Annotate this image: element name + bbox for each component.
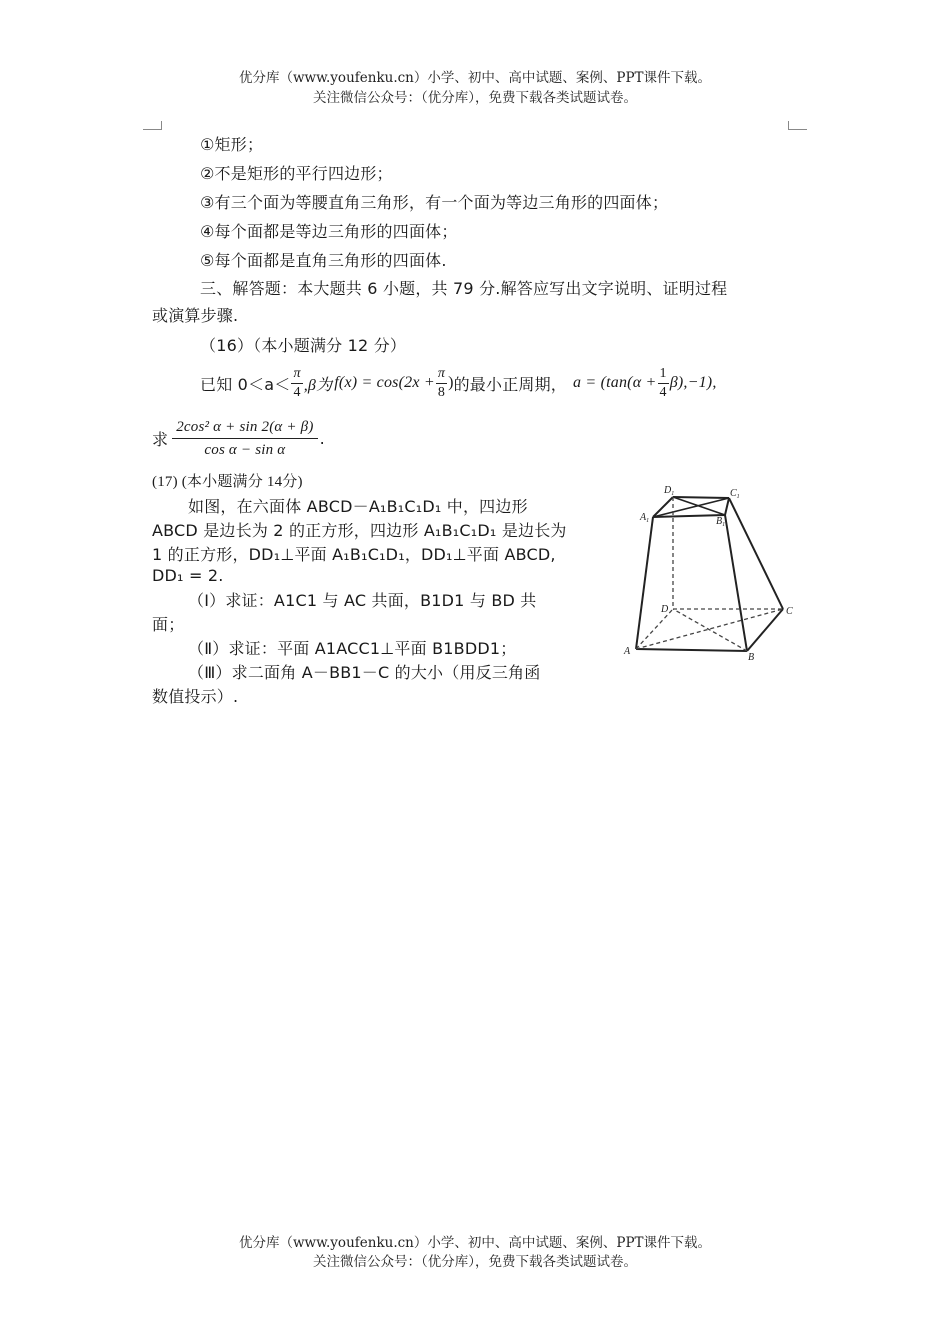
edge-BC	[747, 609, 783, 651]
option-2: ②不是矩形的平行四边形；	[200, 164, 393, 183]
frac-den: 4	[293, 384, 301, 400]
label-A1: $A_1$	[640, 512, 650, 524]
frac-num: π	[436, 365, 447, 384]
label-D1: $D_1$	[664, 485, 675, 497]
ask-label: 求	[152, 429, 169, 449]
frac-pi-over-4	[291, 365, 302, 402]
beta-text: ,β为	[303, 376, 333, 394]
footer-line-1: 优分库（www.youfenku.cn）小学、初中、高中试题、案例、PPT课件下载。	[238, 1235, 712, 1251]
q17-part-1: （Ⅰ）求证：A1C1 与 AC 共面，B1D1 与 BD 共	[188, 591, 537, 610]
option-4: ④每个面都是等边三角形的四面体；	[200, 222, 458, 241]
hexahedron-figure	[615, 478, 810, 663]
q16-ask	[152, 414, 325, 462]
edge-C1D1	[673, 497, 729, 498]
q17-line-4: DD₁ = 2.	[152, 566, 224, 585]
option-3: ③有三个面为等腰直角三角形，有一个面为等边三角形的四面体；	[200, 193, 669, 212]
f-close: )	[448, 374, 454, 391]
q17-line-2: ABCD 是边长为 2 的正方形，四边形 A₁B₁C₁D₁ 是边长为	[152, 521, 567, 540]
edge-AD	[636, 609, 673, 649]
label-B1: $B_1$	[716, 516, 726, 528]
diag-BD	[673, 609, 747, 651]
edge-BB1	[725, 515, 747, 651]
section-heading: 三、解答题：本大题共 6 小题，共 79 分.解答应写出文字说明、证明过程	[200, 279, 728, 298]
label-B: B	[748, 652, 755, 663]
edge-A1B1	[653, 515, 725, 517]
crop-mark-right	[788, 121, 807, 130]
frac-den: 4	[659, 384, 667, 400]
q17-line-1: 如图，在六面体 ABCD－A₁B₁C₁D₁ 中，四边形	[188, 497, 528, 516]
q17-heading: (17) (本小题满分 14分)	[152, 474, 303, 490]
q17-part-1-cont: 面；	[152, 615, 185, 634]
edge-AA1	[636, 517, 653, 649]
edge-AB	[636, 649, 747, 651]
ask-expression	[172, 418, 317, 459]
q17-part-3-cont: 数值投示）.	[152, 687, 239, 706]
label-C: C	[786, 606, 793, 617]
ask-period: .	[319, 428, 325, 448]
q17-part-3: （Ⅲ）求二面角 A－BB1－C 的大小（用反三角函	[188, 663, 541, 682]
frac-num: π	[291, 365, 302, 384]
f-function: f(x) = cos(2x +	[334, 374, 435, 391]
q16-given-prefix: 已知 0＜a＜	[200, 374, 291, 394]
a-vector: a = (tan(α +	[573, 374, 657, 391]
frac-den: 8	[437, 384, 446, 400]
q17-line-3: 1 的正方形，DD₁⊥平面 A₁B₁C₁D₁，DD₁⊥平面 ABCD,	[152, 545, 556, 564]
option-5: ⑤每个面都是直角三角形的四面体.	[200, 251, 447, 270]
q16-given	[200, 362, 717, 404]
crop-mark-left	[143, 121, 162, 130]
label-A: A	[624, 646, 631, 657]
label-D: D	[661, 604, 669, 615]
option-1: ①矩形；	[200, 135, 264, 154]
label-C1: $C_1$	[730, 488, 740, 500]
header-line-1: 优分库（www.youfenku.cn）小学、初中、高中试题、案例、PPT课件下载。	[238, 70, 712, 86]
section-heading-cont: 或演算步骤.	[152, 306, 239, 325]
header-line-2: 关注微信公众号：（优分库），免费下载各类试题试卷。	[313, 90, 637, 106]
a-vector-close: β),−1),	[669, 374, 717, 391]
q16-heading: （16）（本小题满分 12 分）	[200, 336, 407, 355]
edge-B1C1	[725, 498, 729, 515]
diag-A1C1	[653, 498, 729, 517]
q17-part-2: （Ⅱ）求证：平面 A1ACC1⊥平面 B1BDD1；	[188, 639, 517, 658]
frac-num: 1	[658, 365, 669, 384]
diag-B1D1	[673, 497, 725, 515]
frac-pi-over-8	[436, 365, 447, 402]
expr-numerator: 2cos² α + sin 2(α + β)	[172, 418, 317, 439]
frac-1-over-4	[658, 365, 669, 402]
period-text: 的最小正周期，	[453, 374, 567, 394]
expr-denominator: cos α − sin α	[204, 441, 286, 458]
footer-line-2: 关注微信公众号：（优分库），免费下载各类试题试卷。	[313, 1254, 637, 1270]
